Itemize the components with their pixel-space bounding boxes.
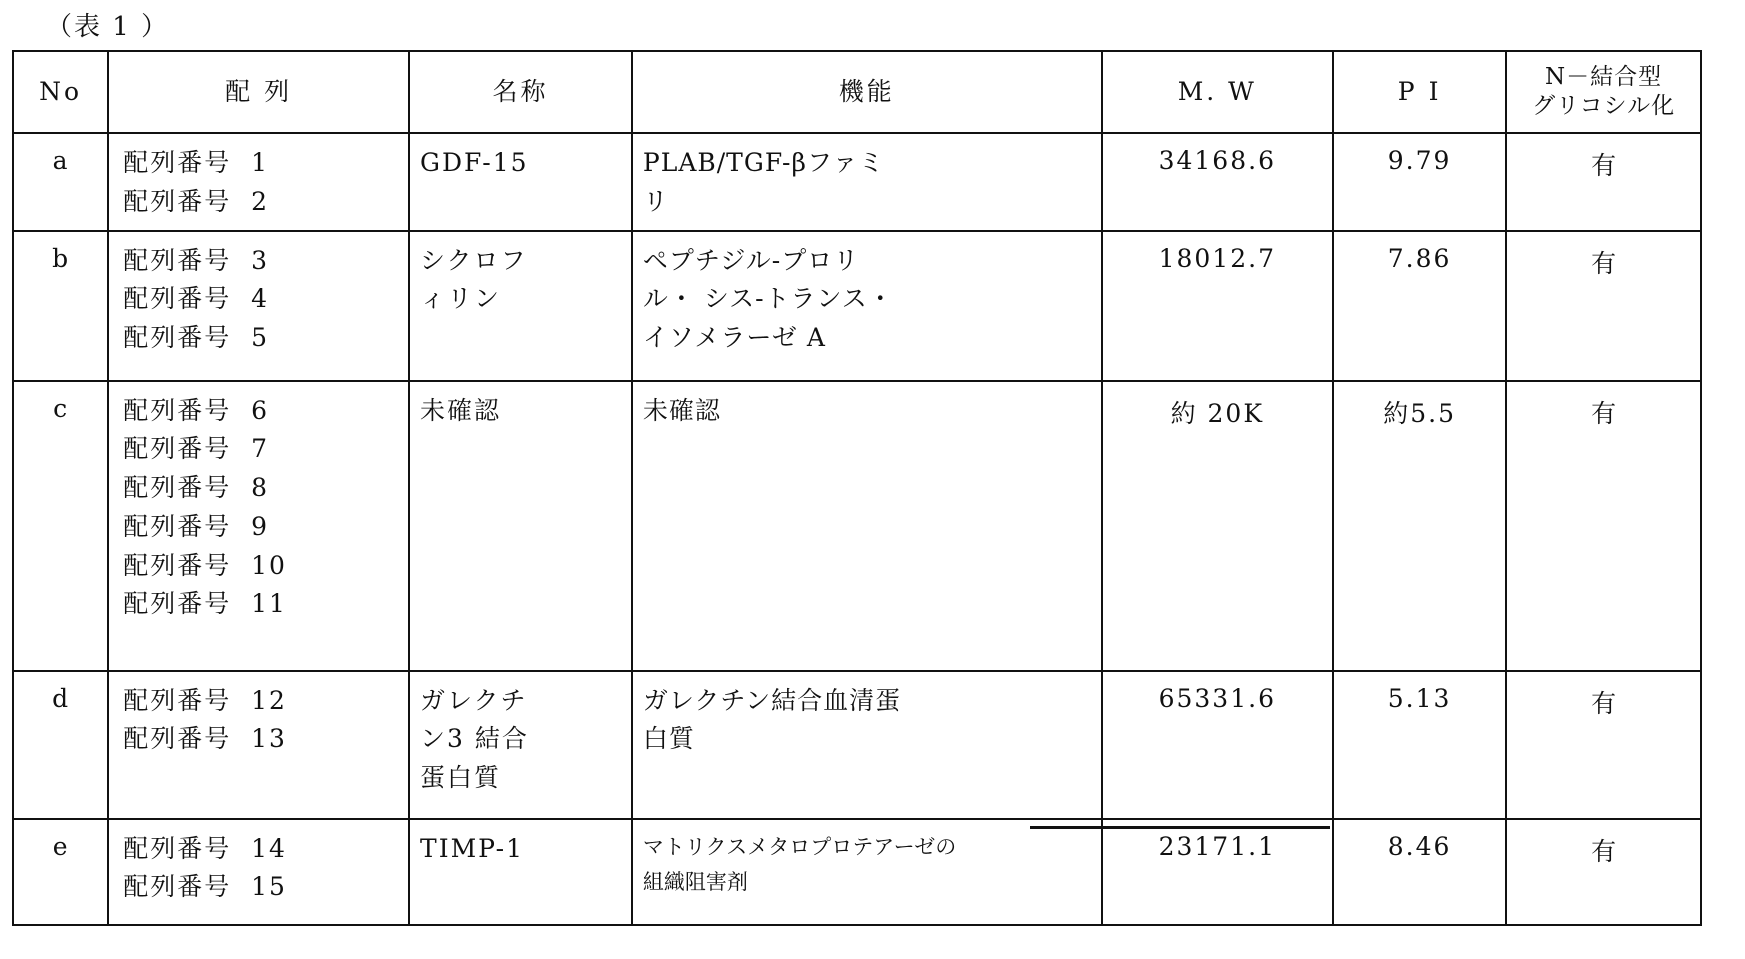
- column-header-no-line1: No: [39, 77, 83, 107]
- row-function: 未確認: [632, 381, 1102, 671]
- row-name: シクロフ ィリン: [409, 231, 632, 381]
- row-sequence: 配列番号 3 配列番号 4 配列番号 5: [108, 231, 409, 381]
- row-sequence: 配列番号 12 配列番号 13: [108, 671, 409, 819]
- row-function: マトリクスメタロプロテアーゼの 組織阻害剤: [632, 819, 1102, 925]
- column-header-name: [409, 51, 632, 133]
- row-pi: 7.86: [1333, 231, 1506, 381]
- row-glycosylation: 有: [1506, 133, 1701, 231]
- column-header-function: [632, 51, 1102, 133]
- row-mw: 23171.1: [1102, 819, 1334, 925]
- row-glycosylation: 有: [1506, 819, 1701, 925]
- column-header-pi: [1333, 51, 1506, 133]
- row-sequence: 配列番号 6 配列番号 7 配列番号 8 配列番号 9 配列番号 10 配列番号 11: [108, 381, 409, 671]
- table-caption: （表 1 ）: [46, 12, 170, 42]
- column-header-sequence: [108, 51, 409, 133]
- column-header-name-line1: 名称: [492, 77, 549, 107]
- row-pi: 5.13: [1333, 671, 1506, 819]
- row-no: b: [13, 231, 108, 381]
- row-name: GDF-15: [409, 133, 632, 231]
- column-header-mw: [1102, 51, 1334, 133]
- row-mw: 18012.7: [1102, 231, 1334, 381]
- row-mw: 65331.6: [1102, 671, 1334, 819]
- row-sequence: 配列番号 1 配列番号 2: [108, 133, 409, 231]
- row-glycosylation: 有: [1506, 671, 1701, 819]
- row-glycosylation: 有: [1506, 231, 1701, 381]
- column-header-glycosylation-line2: グリコシル化: [1532, 93, 1676, 119]
- row-function: ガレクチン結合血清蛋 白質: [632, 671, 1102, 819]
- column-header-pi-line1: P I: [1397, 77, 1442, 107]
- row-sequence: 配列番号 14 配列番号 15: [108, 819, 409, 925]
- table-row: [13, 381, 1701, 671]
- column-header-sequence-line1: 配 列: [225, 77, 293, 107]
- row-function: ペプチジル-プロリ ル・ シス-トランス・ イソメラーゼ A: [632, 231, 1102, 381]
- table-row: [13, 819, 1701, 925]
- row-function: PLAB/TGF-βファミ リ: [632, 133, 1102, 231]
- table-row: [13, 671, 1701, 819]
- row-no: c: [13, 381, 108, 671]
- row-mw: 約 20K: [1102, 381, 1334, 671]
- table-header-row: [13, 51, 1701, 133]
- row-mw: 34168.6: [1102, 133, 1334, 231]
- column-header-function-line1: 機能: [838, 77, 895, 107]
- scan-artifact-line: [1030, 826, 1330, 829]
- row-pi: 約5.5: [1333, 381, 1506, 671]
- row-no: e: [13, 819, 108, 925]
- row-name: ガレクチ ン3 結合 蛋白質: [409, 671, 632, 819]
- column-header-glycosylation: [1506, 51, 1701, 133]
- data-table: [12, 50, 1702, 926]
- table-row: [13, 133, 1701, 231]
- table-row: [13, 231, 1701, 381]
- column-header-no: [13, 51, 108, 133]
- row-pi: 8.46: [1333, 819, 1506, 925]
- row-glycosylation: 有: [1506, 381, 1701, 671]
- row-pi: 9.79: [1333, 133, 1506, 231]
- row-no: a: [13, 133, 108, 231]
- row-name: 未確認: [409, 381, 632, 671]
- row-name: TIMP-1: [409, 819, 632, 925]
- column-header-mw-line1: M. W: [1177, 77, 1257, 107]
- column-header-glycosylation-line1: N－結合型: [1545, 64, 1663, 91]
- row-no: d: [13, 671, 108, 819]
